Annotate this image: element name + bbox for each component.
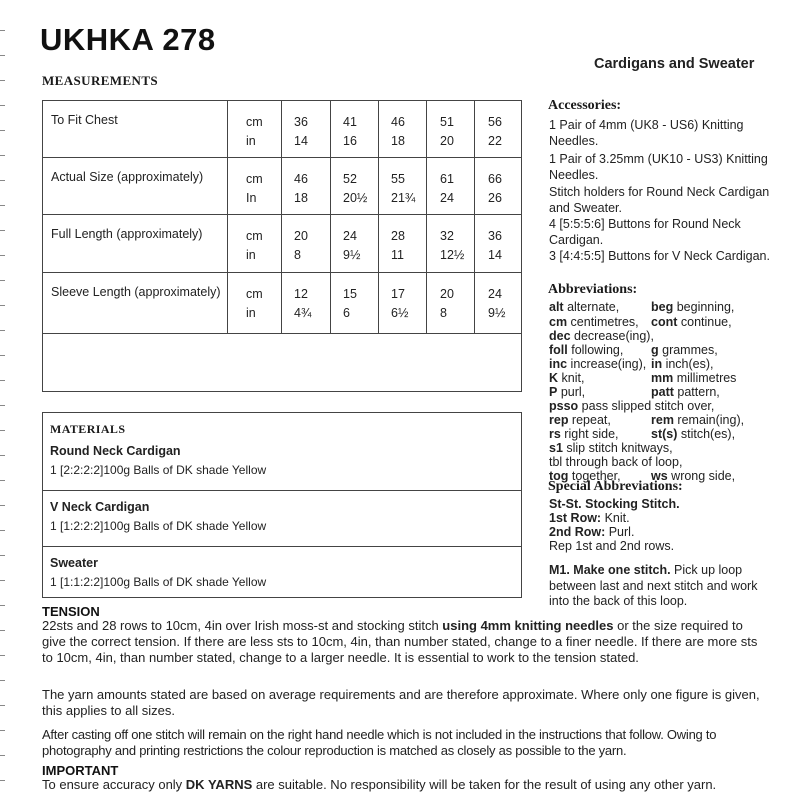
table-cell: 11	[391, 248, 404, 262]
table-divider	[378, 100, 379, 334]
st-st-row-1: 1st Row: Knit.	[549, 511, 630, 525]
table-cell: 8	[440, 306, 447, 320]
abbreviation-item: P purl,	[549, 385, 586, 399]
table-cell: 52	[343, 172, 357, 186]
abbreviation-item: ws wrong side,	[651, 469, 736, 483]
table-cell: 4¾	[294, 306, 312, 320]
table-cell: 36	[488, 229, 502, 243]
table-cell: 24	[488, 287, 502, 301]
special-abbreviations-heading: Special Abbreviations:	[548, 479, 683, 494]
materials-divider	[42, 546, 522, 547]
table-cell: 41	[343, 115, 357, 129]
abbreviation-item: cm centimetres,	[549, 315, 639, 329]
table-cell: 18	[294, 191, 308, 205]
abbreviation-item: rep repeat,	[549, 413, 611, 427]
unit-label: In	[246, 191, 257, 205]
material-text-round-neck: 1 [2:2:2:2]100g Balls of DK shade Yellow	[50, 463, 267, 477]
table-cell: 46	[391, 115, 405, 129]
table-cell: 12½	[440, 248, 465, 262]
materials-heading: MATERIALS	[50, 422, 126, 436]
abbreviation-item: s1 slip stitch knitways,	[549, 441, 673, 455]
table-cell: 18	[391, 134, 405, 148]
unit-label: cm	[246, 115, 263, 129]
table-cell: 36	[294, 115, 308, 129]
table-cell: 14	[294, 134, 308, 148]
important-heading: IMPORTANT	[42, 763, 119, 778]
table-divider	[42, 272, 522, 273]
table-cell: 46	[294, 172, 308, 186]
table-cell: 51	[440, 115, 454, 129]
table-cell: 9½	[343, 248, 361, 262]
materials-divider	[42, 490, 522, 491]
table-cell: 14	[488, 248, 502, 262]
abbreviation-item: dec decrease(ing),	[549, 329, 654, 343]
table-cell: 20½	[343, 191, 368, 205]
measurements-heading: MEASUREMENTS	[42, 73, 159, 88]
yarn-note: The yarn amounts stated are based on average requirements and are therefore approximate. Where only one figure is given, this applies to all sizes.	[42, 687, 760, 718]
accessory-item: 1 Pair of 3.25mm (UK10 - US3) Knitting Needles.	[549, 152, 768, 182]
accessory-item: 4 [5:5:5:6] Buttons for Round Neck Cardigan.	[549, 217, 741, 247]
pattern-number: UKHKA 278	[40, 22, 216, 57]
table-cell: 9½	[488, 306, 506, 320]
table-cell: 21¾	[391, 191, 416, 205]
table-cell: 20	[440, 287, 454, 301]
m1-description: M1. Make one stitch. Pick up loop between last and next stitch and work into the back of this loop.	[549, 563, 758, 608]
abbreviation-item: mm millimetres	[651, 371, 737, 385]
table-cell: 28	[391, 229, 405, 243]
abbreviation-item: alt alternate,	[549, 300, 620, 314]
table-cell: 20	[294, 229, 308, 243]
abbreviation-item: psso pass slipped stitch over,	[549, 399, 715, 413]
abbreviations-heading: Abbreviations:	[548, 282, 638, 297]
table-divider	[281, 100, 282, 334]
abbreviation-item: beg beginning,	[651, 300, 735, 314]
important-text: To ensure accuracy only DK YARNS are suitable. No responsibility will be taken for the result of using any other yarn.	[42, 777, 717, 792]
table-divider	[426, 100, 427, 334]
table-cell: 55	[391, 172, 405, 186]
material-title-round-neck: Round Neck Cardigan	[50, 444, 181, 458]
table-cell: 6½	[391, 306, 409, 320]
unit-label: cm	[246, 172, 263, 186]
table-cell: 15	[343, 287, 357, 301]
table-cell: 16	[343, 134, 357, 148]
table-cell: 26	[488, 191, 502, 205]
abbreviation-item: inc increase(ing),	[549, 357, 647, 371]
abbreviation-item: cont continue,	[651, 315, 732, 329]
abbreviation-item: patt pattern,	[651, 385, 720, 399]
table-cell: 56	[488, 115, 502, 129]
material-title-v-neck: V Neck Cardigan	[50, 500, 150, 514]
abbreviation-item: st(s) stitch(es),	[651, 427, 736, 441]
table-cell: 66	[488, 172, 502, 186]
unit-label: cm	[246, 229, 263, 243]
table-cell: 8	[294, 248, 301, 262]
material-text-sweater: 1 [1:1:2:2]100g Balls of DK shade Yellow	[50, 575, 267, 589]
abbreviation-item: in inch(es),	[651, 357, 714, 371]
table-divider	[330, 100, 331, 334]
table-divider	[42, 214, 522, 215]
table-cell: 61	[440, 172, 454, 186]
table-cell: 22	[488, 134, 502, 148]
table-cell: 6	[343, 306, 350, 320]
unit-label: in	[246, 306, 256, 320]
row-label: Actual Size (approximately)	[51, 170, 204, 184]
table-divider	[474, 100, 475, 334]
table-divider	[42, 157, 522, 158]
table-cell: 24	[440, 191, 454, 205]
tension-text: 22sts and 28 rows to 10cm, 4in over Irish moss-st and stocking stitch using 4mm knitting needles or the size required to give the correct tension. If there are less sts to 10cm, 4in, than number stated, change to a finer needle. If there are more sts to 10cm, 4in, than number stated, change to a larger needle. It is essential to work to the tension stated.	[42, 618, 758, 665]
unit-label: cm	[246, 287, 263, 301]
accessory-item: 3 [4:4:5:5] Buttons for V Neck Cardigan.	[549, 249, 770, 263]
abbreviation-item: tbl through back of loop,	[549, 455, 683, 469]
table-cell: 20	[440, 134, 454, 148]
table-cell: 12	[294, 287, 308, 301]
abbreviation-item: tog together,	[549, 469, 621, 483]
st-st-title: St-St. Stocking Stitch.	[549, 497, 680, 511]
st-st-repeat: Rep 1st and 2nd rows.	[549, 539, 675, 553]
table-cell: 24	[343, 229, 357, 243]
material-title-sweater: Sweater	[50, 556, 98, 570]
tension-heading: TENSION	[42, 604, 100, 619]
table-cell: 17	[391, 287, 405, 301]
abbreviation-item: g grammes,	[651, 343, 718, 357]
table-divider	[227, 100, 228, 334]
material-text-v-neck: 1 [1:2:2:2]100g Balls of DK shade Yellow	[50, 519, 267, 533]
row-label: Full Length (approximately)	[51, 227, 203, 241]
accessory-item: 1 Pair of 4mm (UK8 - US6) Knitting Needles.	[549, 118, 744, 148]
row-label: To Fit Chest	[51, 113, 118, 127]
abbreviation-item: K knit,	[549, 371, 585, 385]
casting-note: After casting off one stitch will remain on the right hand needle which is not included in the instructions that follow. Owing to photography and printing restrictions the colour reproduction is matched as closely as possible to the yarn.	[42, 727, 717, 758]
table-divider	[42, 333, 522, 334]
table-cell: 32	[440, 229, 454, 243]
unit-label: in	[246, 134, 256, 148]
abbreviation-item: foll following,	[549, 343, 624, 357]
unit-label: in	[246, 248, 256, 262]
accessory-item: Stitch holders for Round Neck Cardigan and Sweater.	[549, 185, 770, 215]
abbreviation-item: rs right side,	[549, 427, 619, 441]
abbreviation-item: rem remain(ing),	[651, 413, 745, 427]
pattern-subtitle: Cardigans and Sweater	[594, 56, 755, 72]
row-label: Sleeve Length (approximately)	[51, 285, 221, 299]
accessories-heading: Accessories:	[548, 98, 622, 113]
st-st-row-2: 2nd Row: Purl.	[549, 525, 635, 539]
